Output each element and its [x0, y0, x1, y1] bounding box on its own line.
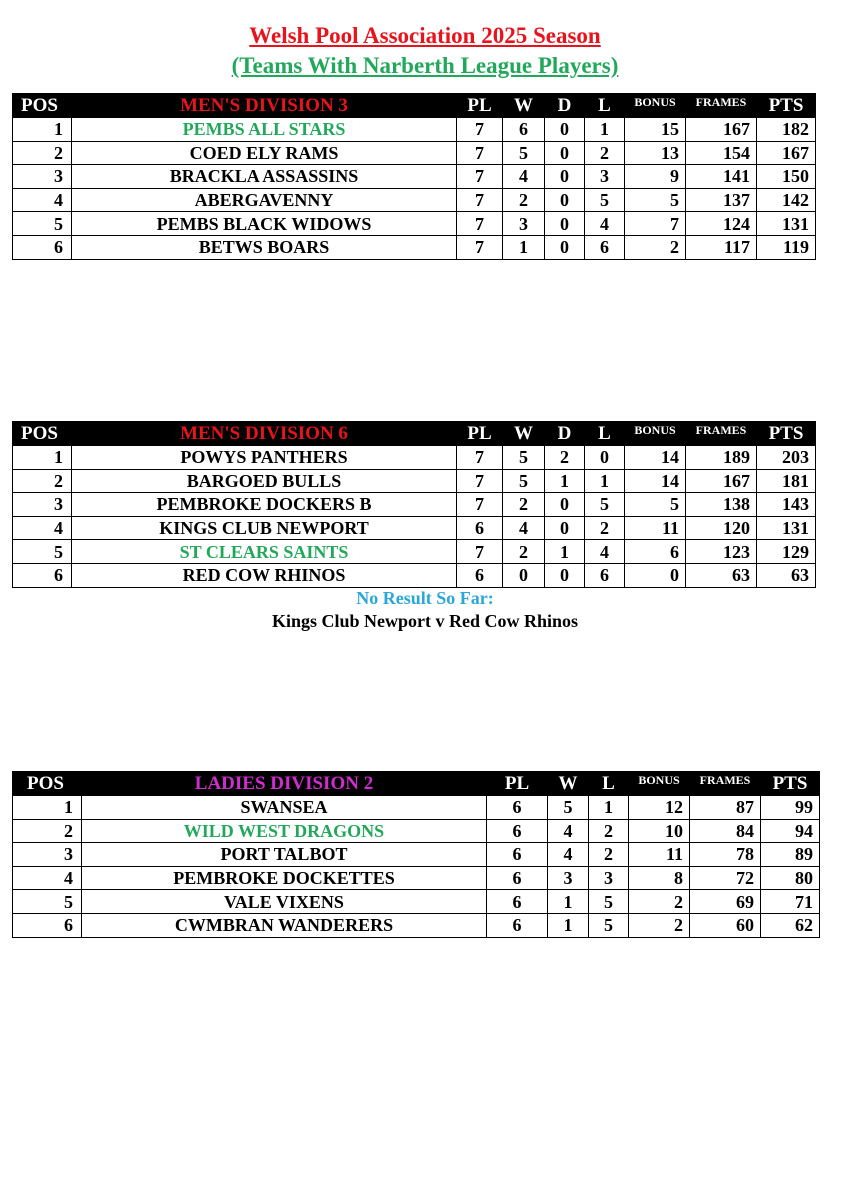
cell-l: 2 — [585, 516, 625, 540]
cell-team: PEMBROKE DOCKERS B — [72, 493, 457, 517]
cell-d: 1 — [545, 469, 585, 493]
cell-bonus: 8 — [629, 866, 690, 890]
table-row — [13, 890, 820, 914]
cell-team: BETWS BOARS — [72, 235, 457, 259]
table-row — [13, 819, 820, 843]
col-header-l: L — [585, 422, 625, 446]
cell-bonus: 0 — [625, 563, 686, 587]
col-header-w: W — [503, 94, 545, 118]
cell-l: 3 — [589, 866, 629, 890]
cell-l: 6 — [585, 235, 625, 259]
cell-w: 4 — [548, 843, 589, 867]
col-header-l: L — [589, 772, 629, 796]
no-result-heading: No Result So Far: — [356, 588, 494, 608]
cell-pos: 1 — [13, 446, 72, 470]
cell-frames: 123 — [686, 540, 757, 564]
cell-pl: 7 — [457, 446, 503, 470]
table-row — [13, 118, 816, 142]
table-row — [13, 446, 816, 470]
cell-team: BRACKLA ASSASSINS — [72, 165, 457, 189]
cell-d: 0 — [545, 493, 585, 517]
cell-w: 1 — [548, 890, 589, 914]
col-header-pts: PTS — [757, 422, 816, 446]
cell-pts: 71 — [761, 890, 820, 914]
cell-pos: 1 — [13, 118, 72, 142]
cell-frames: 154 — [686, 141, 757, 165]
cell-pl: 7 — [457, 141, 503, 165]
cell-d: 0 — [545, 141, 585, 165]
cell-frames: 138 — [686, 493, 757, 517]
cell-l: 0 — [585, 446, 625, 470]
cell-d: 0 — [545, 212, 585, 236]
table-header-row — [13, 422, 816, 446]
table-row — [13, 493, 816, 517]
cell-pl: 6 — [457, 516, 503, 540]
cell-frames: 137 — [686, 188, 757, 212]
cell-frames: 78 — [690, 843, 761, 867]
cell-l: 4 — [585, 540, 625, 564]
cell-team: PORT TALBOT — [82, 843, 487, 867]
cell-pos: 2 — [13, 141, 72, 165]
cell-w: 2 — [503, 188, 545, 212]
col-header-frames: FRAMES — [686, 422, 757, 446]
cell-bonus: 5 — [625, 493, 686, 517]
cell-team: BARGOED BULLS — [72, 469, 457, 493]
cell-pos: 3 — [13, 843, 82, 867]
cell-bonus: 2 — [629, 890, 690, 914]
cell-w: 2 — [503, 540, 545, 564]
cell-frames: 60 — [690, 913, 761, 937]
cell-team: COED ELY RAMS — [72, 141, 457, 165]
cell-team: VALE VIXENS — [82, 890, 487, 914]
cell-pts: 63 — [757, 563, 816, 587]
cell-pts: 94 — [761, 819, 820, 843]
table-row — [13, 141, 816, 165]
cell-pts: 203 — [757, 446, 816, 470]
cell-team: PEMBS BLACK WIDOWS — [72, 212, 457, 236]
col-header-d: D — [545, 94, 585, 118]
cell-frames: 167 — [686, 469, 757, 493]
cell-w: 4 — [503, 165, 545, 189]
cell-l: 5 — [589, 890, 629, 914]
table-row — [13, 469, 816, 493]
cell-frames: 69 — [690, 890, 761, 914]
cell-l: 1 — [585, 469, 625, 493]
cell-frames: 87 — [690, 796, 761, 820]
table-row — [13, 843, 820, 867]
cell-bonus: 6 — [625, 540, 686, 564]
col-header-bonus: BONUS — [629, 772, 690, 796]
cell-pts: 181 — [757, 469, 816, 493]
cell-pts: 182 — [757, 118, 816, 142]
cell-team: SWANSEA — [82, 796, 487, 820]
cell-frames: 84 — [690, 819, 761, 843]
page-subtitle: (Teams With Narberth League Players) — [231, 53, 619, 78]
cell-pts: 62 — [761, 913, 820, 937]
col-header-pl: PL — [457, 422, 503, 446]
cell-team: CWMBRAN WANDERERS — [82, 913, 487, 937]
cell-bonus: 15 — [625, 118, 686, 142]
cell-frames: 189 — [686, 446, 757, 470]
cell-bonus: 2 — [629, 913, 690, 937]
cell-pos: 6 — [13, 563, 72, 587]
cell-pts: 89 — [761, 843, 820, 867]
page-title: Welsh Pool Association 2025 Season — [249, 23, 601, 48]
cell-w: 2 — [503, 493, 545, 517]
cell-bonus: 7 — [625, 212, 686, 236]
cell-bonus: 13 — [625, 141, 686, 165]
cell-pts: 80 — [761, 866, 820, 890]
cell-pl: 6 — [487, 890, 548, 914]
cell-l: 5 — [585, 493, 625, 517]
cell-w: 6 — [503, 118, 545, 142]
cell-bonus: 14 — [625, 446, 686, 470]
league-table-ladies-division-2 — [12, 771, 820, 938]
cell-pl: 6 — [487, 866, 548, 890]
cell-pl: 7 — [457, 212, 503, 236]
cell-l: 5 — [589, 913, 629, 937]
cell-pts: 143 — [757, 493, 816, 517]
cell-pl: 6 — [487, 796, 548, 820]
col-header-pts: PTS — [757, 94, 816, 118]
cell-pos: 5 — [13, 540, 72, 564]
col-header-pos: POS — [13, 94, 72, 118]
division-name: LADIES DIVISION 2 — [82, 772, 487, 796]
col-header-pts: PTS — [761, 772, 820, 796]
table-row — [13, 235, 816, 259]
cell-pos: 6 — [13, 913, 82, 937]
cell-w: 1 — [503, 235, 545, 259]
cell-pos: 2 — [13, 819, 82, 843]
cell-pl: 7 — [457, 235, 503, 259]
cell-pl: 7 — [457, 469, 503, 493]
division-name: MEN'S DIVISION 3 — [72, 94, 457, 118]
cell-pos: 3 — [13, 165, 72, 189]
col-header-w: W — [548, 772, 589, 796]
table-row — [13, 866, 820, 890]
cell-pos: 4 — [13, 188, 72, 212]
cell-pos: 2 — [13, 469, 72, 493]
cell-bonus: 5 — [625, 188, 686, 212]
cell-l: 2 — [585, 141, 625, 165]
table-row — [13, 913, 820, 937]
table-header-row — [13, 772, 820, 796]
cell-pts: 99 — [761, 796, 820, 820]
col-header-pos: POS — [13, 422, 72, 446]
cell-l: 1 — [585, 118, 625, 142]
cell-pts: 119 — [757, 235, 816, 259]
cell-frames: 117 — [686, 235, 757, 259]
cell-d: 2 — [545, 446, 585, 470]
col-header-bonus: BONUS — [625, 94, 686, 118]
cell-bonus: 9 — [625, 165, 686, 189]
league-table-mens-division-6 — [12, 421, 816, 588]
cell-pts: 142 — [757, 188, 816, 212]
cell-w: 5 — [503, 469, 545, 493]
cell-pl: 7 — [457, 165, 503, 189]
cell-l: 4 — [585, 212, 625, 236]
cell-pl: 6 — [487, 843, 548, 867]
table-body — [13, 446, 816, 588]
cell-l: 3 — [585, 165, 625, 189]
cell-pl: 6 — [487, 819, 548, 843]
cell-pos: 4 — [13, 516, 72, 540]
cell-pos: 6 — [13, 235, 72, 259]
cell-bonus: 11 — [625, 516, 686, 540]
cell-l: 2 — [589, 843, 629, 867]
table-body — [13, 118, 816, 260]
cell-team: WILD WEST DRAGONS — [82, 819, 487, 843]
table-row — [13, 540, 816, 564]
division-name: MEN'S DIVISION 6 — [72, 422, 457, 446]
cell-pts: 131 — [757, 516, 816, 540]
cell-w: 5 — [503, 141, 545, 165]
cell-w: 5 — [503, 446, 545, 470]
cell-w: 1 — [548, 913, 589, 937]
cell-d: 0 — [545, 235, 585, 259]
cell-d: 0 — [545, 516, 585, 540]
cell-l: 2 — [589, 819, 629, 843]
cell-pos: 5 — [13, 212, 72, 236]
cell-frames: 72 — [690, 866, 761, 890]
cell-bonus: 10 — [629, 819, 690, 843]
cell-team: PEMBS ALL STARS — [72, 118, 457, 142]
cell-team: PEMBROKE DOCKETTES — [82, 866, 487, 890]
cell-frames: 167 — [686, 118, 757, 142]
cell-pl: 7 — [457, 540, 503, 564]
cell-pts: 131 — [757, 212, 816, 236]
table-row — [13, 212, 816, 236]
cell-frames: 120 — [686, 516, 757, 540]
col-header-pl: PL — [487, 772, 548, 796]
table-row — [13, 165, 816, 189]
league-table-mens-division-3 — [12, 93, 816, 260]
cell-w: 3 — [548, 866, 589, 890]
table-row — [13, 188, 816, 212]
cell-l: 5 — [585, 188, 625, 212]
cell-w: 3 — [503, 212, 545, 236]
cell-w: 4 — [503, 516, 545, 540]
col-header-pl: PL — [457, 94, 503, 118]
cell-d: 0 — [545, 563, 585, 587]
cell-d: 0 — [545, 165, 585, 189]
col-header-d: D — [545, 422, 585, 446]
cell-pl: 6 — [457, 563, 503, 587]
col-header-frames: FRAMES — [686, 94, 757, 118]
cell-pl: 6 — [487, 913, 548, 937]
table-body — [13, 796, 820, 938]
col-header-bonus: BONUS — [625, 422, 686, 446]
col-header-l: L — [585, 94, 625, 118]
col-header-w: W — [503, 422, 545, 446]
cell-l: 6 — [585, 563, 625, 587]
cell-d: 0 — [545, 118, 585, 142]
cell-pl: 7 — [457, 118, 503, 142]
cell-team: ST CLEARS SAINTS — [72, 540, 457, 564]
table-row — [13, 563, 816, 587]
col-header-pos: POS — [13, 772, 82, 796]
cell-bonus: 14 — [625, 469, 686, 493]
cell-team: ABERGAVENNY — [72, 188, 457, 212]
table-row — [13, 516, 816, 540]
cell-w: 4 — [548, 819, 589, 843]
cell-pts: 129 — [757, 540, 816, 564]
cell-team: KINGS CLUB NEWPORT — [72, 516, 457, 540]
col-header-frames: FRAMES — [690, 772, 761, 796]
cell-d: 1 — [545, 540, 585, 564]
cell-pos: 4 — [13, 866, 82, 890]
cell-team: POWYS PANTHERS — [72, 446, 457, 470]
cell-pos: 5 — [13, 890, 82, 914]
cell-frames: 141 — [686, 165, 757, 189]
cell-bonus: 12 — [629, 796, 690, 820]
cell-pts: 167 — [757, 141, 816, 165]
cell-bonus: 2 — [625, 235, 686, 259]
cell-d: 0 — [545, 188, 585, 212]
cell-pos: 3 — [13, 493, 72, 517]
cell-w: 0 — [503, 563, 545, 587]
cell-bonus: 11 — [629, 843, 690, 867]
cell-frames: 63 — [686, 563, 757, 587]
no-result-fixture: Kings Club Newport v Red Cow Rhinos — [271, 611, 579, 631]
cell-pl: 7 — [457, 493, 503, 517]
cell-frames: 124 — [686, 212, 757, 236]
table-header-row — [13, 94, 816, 118]
cell-l: 1 — [589, 796, 629, 820]
cell-pl: 7 — [457, 188, 503, 212]
cell-w: 5 — [548, 796, 589, 820]
cell-pos: 1 — [13, 796, 82, 820]
table-row — [13, 796, 820, 820]
cell-team: RED COW RHINOS — [72, 563, 457, 587]
cell-pts: 150 — [757, 165, 816, 189]
